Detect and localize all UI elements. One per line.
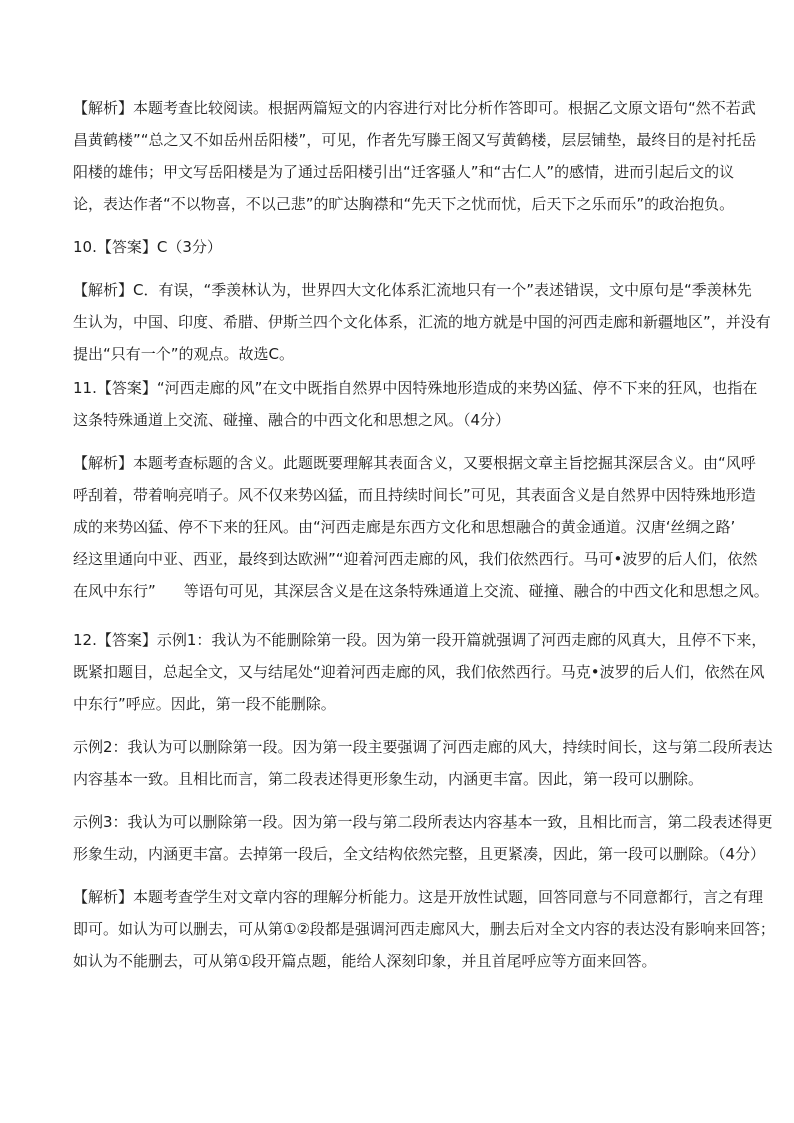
text-line: 经这里通向中亚、西亚，最终到达欧洲”“迎着河西走廊的风，我们依然西行。马可•波罗的后人们，依然	[73, 550, 758, 568]
analysis-q11	[73, 447, 769, 607]
analysis-q9	[73, 92, 757, 220]
document-body	[73, 92, 775, 977]
text-line: 10.【答案】C（3分）	[73, 238, 222, 256]
text-line: 即可。如认为可以删去，可从第①②段都是强调河西走廊风大，删去后对全文内容的表达没有影响来回答；	[73, 920, 775, 938]
text-line: 生认为，中国、印度、希腊、伊斯兰四个文化体系，汇流的地方就是中国的河西走廊和新疆地区”，并没有	[73, 313, 771, 331]
text-line: 11.【答案】“河西走廊的风”在文中既指自然界中因特殊地形造成的来势凶猛、停不下来的狂风，也指在	[73, 379, 758, 397]
text-line: 12.【答案】示例1：我认为不能删除第一段。因为第一段开篇就强调了河西走廊的风真大，且停不下来，	[73, 631, 767, 649]
text-line: 提出“只有一个”的观点。故选C。	[73, 345, 295, 363]
text-line: 阳楼的雄伟；甲文写岳阳楼是为了通过岳阳楼引出“迁客骚人”和“古仁人”的感情，进而引起后文的议	[73, 163, 735, 181]
answer-q11	[73, 372, 758, 436]
text-line: 【解析】本题考查学生对文章内容的理解分析能力。这是开放性试题，回答同意与不同意都行，言之有理	[73, 888, 764, 906]
analysis-q12	[73, 881, 775, 977]
text-line: 【解析】本题考查比较阅读。根据两篇短文的内容进行对比分析作答即可。根据乙文原文语句“然不若武	[73, 99, 756, 117]
answer-q12-example3	[73, 806, 773, 870]
text-line: 示例2：我认为可以删除第一段。因为第一段主要强调了河西走廊的风大，持续时间长，这与第二段所表达	[73, 738, 773, 756]
text-line: 中东行”呼应。因此，第一段不能删除。	[73, 695, 336, 713]
text-line: 形象生动，内涵更丰富。去掉第一段后，全文结构依然完整，且更紧凑，因此，第一段可以删除。（4分）	[73, 845, 766, 863]
answer-q10	[73, 231, 733, 263]
text-line: 呼刮着，带着响亮哨子。风不仅来势凶猛，而且持续时间长”可见，其表面含义是自然界中因特殊地形造	[73, 486, 756, 504]
text-line: 内容基本一致。且相比而言，第二段表述得更形象生动，内涵更丰富。因此，第一段可以删除。	[73, 770, 704, 788]
text-line: 成的来势凶猛、停不下来的狂风。由“河西走廊是东西方文化和思想融合的黄金通道。汉唐‘丝绸之路’	[73, 518, 736, 536]
text-line: 【解析】本题考查标题的含义。此题既要理解其表面含义，又要根据文章主旨挖掘其深层含义。由“风呼	[73, 454, 756, 472]
text-line: 昌黄鹤楼”“总之又不如岳州岳阳楼”，可见，作者先写滕王阁又写黄鹤楼，层层铺垫，最终目的是衬托岳	[73, 131, 757, 149]
answer-q12-example1	[73, 624, 767, 720]
text-line: 既紧扣题目，总起全文，又与结尾处“迎着河西走廊的风，我们依然西行。马克•波罗的后人们，依然在风	[73, 663, 765, 681]
text-line: 论，表达作者“不以物喜，不以己悲”的旷达胸襟和“先天下之忧而忧，后天下之乐而乐”的政治抱负。	[73, 195, 735, 213]
answer-q12-example2	[73, 731, 773, 795]
text-line: 如认为不能删去，可从第①段开篇点题，能给人深刻印象，并且首尾呼应等方面来回答。	[73, 952, 657, 970]
text-line: 【解析】C．有误，“季羡林认为，世界四大文化体系汇流地只有一个”表述错误，文中原句是“季羡林先	[73, 281, 752, 299]
text-line: 这条特殊通道上交流、碰撞、融合的中西文化和思想之风。（4分）	[73, 411, 511, 429]
text-line-gapped: 在风中东行” 等语句可见，其深层含义是在这条特殊通道上交流、碰撞、融合的中西文化和思想之风。	[73, 582, 769, 600]
analysis-q10	[73, 274, 771, 370]
text-line: 示例3：我认为可以删除第一段。因为第一段与第二段所表达内容基本一致，且相比而言，第二段表述得更	[73, 813, 773, 831]
